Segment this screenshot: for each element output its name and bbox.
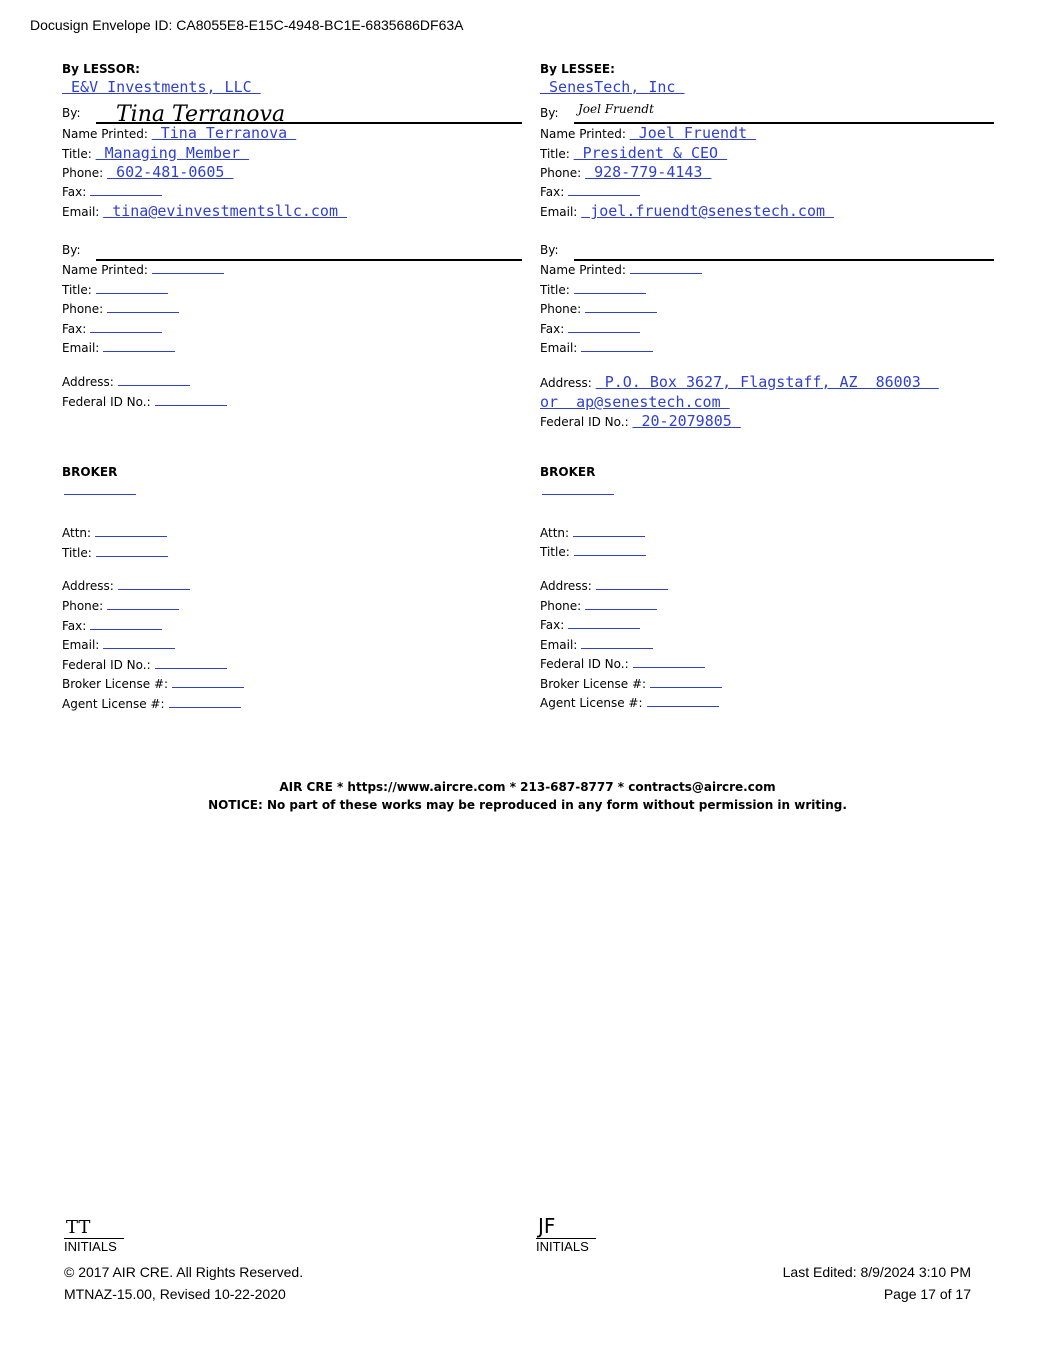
last-edited: Last Edited: 8/9/2024 3:10 PM	[782, 1264, 971, 1280]
by-label: By:	[62, 242, 81, 257]
footer-copyright-notice: NOTICE: No part of these works may be reproduced in any form without permission in writing.	[208, 798, 847, 812]
by-label: By:	[540, 106, 559, 120]
phone-field[interactable]	[107, 597, 179, 610]
lessee-signature: Joel Fruendt	[578, 102, 654, 116]
address-label: Address:	[540, 375, 592, 390]
phone-field[interactable]	[585, 597, 657, 610]
footer-notice	[0, 778, 1055, 814]
broker-license-field[interactable]	[650, 675, 722, 688]
lessee-title: President & CEO	[573, 143, 728, 162]
email-label: Email:	[540, 341, 578, 356]
federal-id-label: Federal ID No.:	[62, 657, 151, 672]
lessee-federal-id: 20-2079805	[632, 412, 741, 431]
form-id: MTNAZ-15.00, Revised 10-22-2020	[64, 1286, 286, 1302]
signature-line	[96, 122, 522, 124]
email-field[interactable]	[103, 339, 175, 352]
email-field[interactable]	[581, 339, 653, 352]
lessee-signature-row	[540, 102, 994, 124]
title-label: Title:	[62, 146, 92, 161]
fax-field[interactable]	[90, 320, 162, 333]
federal-id-label: Federal ID No.:	[540, 657, 629, 672]
fax-field[interactable]	[90, 183, 162, 196]
attn-label: Attn:	[540, 525, 570, 540]
lessor-column	[62, 62, 522, 714]
lessor-name: Tina Terranova	[151, 124, 297, 142]
initials-label: INITIALS	[64, 1239, 117, 1254]
lessee-address-line1: P.O. Box 3627, Flagstaff, AZ 86003	[595, 372, 939, 391]
broker-heading: BROKER	[540, 464, 596, 479]
federal-id-field[interactable]	[155, 656, 227, 669]
lessee-heading: By LESSEE:	[540, 62, 615, 76]
attn-field[interactable]	[573, 524, 645, 537]
email-field[interactable]	[103, 636, 175, 649]
copyright: © 2017 AIR CRE. All Rights Reserved.	[64, 1264, 304, 1280]
broker-name-field[interactable]	[64, 482, 136, 495]
federal-id-label: Federal ID No.:	[540, 415, 629, 430]
name-printed-label: Name Printed:	[540, 262, 626, 277]
lessor-phone: 602-481-0605	[107, 163, 234, 182]
address-label: Address:	[540, 578, 592, 593]
title-field[interactable]	[96, 281, 168, 294]
broker-name-field[interactable]	[542, 482, 614, 495]
phone-label: Phone:	[62, 598, 104, 613]
name-field[interactable]	[630, 261, 702, 274]
attn-field[interactable]	[95, 524, 167, 537]
by-label: By:	[540, 242, 559, 257]
name-printed-label: Name Printed:	[62, 262, 148, 277]
initials-line	[536, 1212, 596, 1239]
broker-license-label: Broker License #:	[540, 676, 647, 691]
title-label: Title:	[540, 545, 570, 560]
lessee-company: SenesTech, Inc	[540, 78, 685, 96]
agent-license-field[interactable]	[169, 695, 241, 708]
by-label: By:	[62, 106, 81, 120]
page-number: Page 17 of 17	[883, 1286, 971, 1302]
initials-left-mark: TT	[66, 1217, 91, 1238]
federal-id-field[interactable]	[633, 655, 705, 668]
lessor-signature-row	[62, 102, 522, 127]
email-label: Email:	[540, 637, 578, 652]
phone-label: Phone:	[540, 598, 582, 613]
address-label: Address:	[62, 579, 114, 594]
email-field[interactable]	[581, 636, 653, 649]
lessor-title: Managing Member	[95, 143, 250, 162]
name-printed-label: Name Printed:	[540, 127, 626, 141]
federal-id-field[interactable]	[155, 393, 227, 406]
lessor-signature-row-2	[62, 239, 522, 261]
name-field[interactable]	[152, 261, 224, 274]
envelope-id: Docusign Envelope ID: CA8055E8-E15C-4948-BC1E-6835686DF63A	[30, 17, 464, 33]
name-printed-label: Name Printed:	[62, 127, 148, 141]
broker-heading: BROKER	[62, 465, 118, 480]
title-label: Title:	[540, 146, 570, 161]
federal-id-label: Federal ID No.:	[62, 394, 151, 409]
broker-license-field[interactable]	[172, 675, 244, 688]
title-label: Title:	[540, 282, 570, 297]
address-field[interactable]	[118, 577, 190, 590]
footer-right	[783, 1261, 971, 1305]
initials-right-mark: JF	[538, 1214, 556, 1238]
agent-license-label: Agent License #:	[62, 696, 165, 711]
fax-label: Fax:	[62, 184, 87, 199]
phone-label: Phone:	[62, 302, 104, 317]
lessee-address-line2: or ap@senestech.com	[540, 392, 730, 411]
signature-line	[574, 122, 994, 124]
title-field[interactable]	[574, 281, 646, 294]
agent-license-label: Agent License #:	[540, 696, 643, 711]
broker-license-label: Broker License #:	[62, 677, 169, 692]
signature-line	[574, 259, 994, 261]
initials-left-block	[64, 1212, 124, 1254]
lessor-heading: By LESSOR:	[62, 62, 140, 76]
phone-field[interactable]	[585, 300, 657, 313]
title-field[interactable]	[96, 544, 168, 557]
agent-license-field[interactable]	[647, 694, 719, 707]
lessor-company: E&V Investments, LLC	[62, 78, 261, 96]
title-field[interactable]	[574, 543, 646, 556]
title-label: Title:	[62, 545, 92, 560]
fax-field[interactable]	[568, 616, 640, 629]
lessee-phone: 928-779-4143	[585, 163, 712, 182]
footer-left	[64, 1261, 303, 1305]
lessee-signature-row-2	[540, 239, 994, 261]
address-field[interactable]	[596, 577, 668, 590]
signature-line	[96, 259, 522, 261]
phone-label: Phone:	[540, 166, 582, 181]
initials-line	[64, 1212, 124, 1239]
fax-field[interactable]	[90, 617, 162, 630]
initials-right-block	[536, 1212, 596, 1254]
fax-label: Fax:	[62, 618, 87, 633]
fax-label: Fax:	[540, 184, 565, 199]
phone-label: Phone:	[62, 166, 104, 181]
email-label: Email:	[62, 638, 100, 653]
email-label: Email:	[62, 341, 100, 356]
initials-label: INITIALS	[536, 1239, 589, 1254]
lessee-column	[540, 62, 994, 714]
phone-label: Phone:	[540, 302, 582, 317]
lessor-signature: Tina Terranova	[116, 102, 286, 127]
phone-field[interactable]	[107, 300, 179, 313]
title-label: Title:	[62, 282, 92, 297]
footer-contact: AIR CRE * https://www.aircre.com * 213-687-8777 * contracts@aircre.com	[279, 780, 776, 794]
address-field[interactable]	[118, 373, 190, 386]
email-label: Email:	[540, 205, 578, 220]
lessor-email: tina@evinvestmentsllc.com	[103, 202, 348, 221]
fax-label: Fax:	[540, 321, 565, 336]
attn-label: Attn:	[62, 526, 92, 541]
fax-label: Fax:	[540, 618, 565, 633]
fax-field[interactable]	[568, 183, 640, 196]
email-label: Email:	[62, 205, 100, 220]
lessee-name: Joel Fruendt	[629, 124, 757, 142]
fax-label: Fax:	[62, 321, 87, 336]
address-label: Address:	[62, 374, 114, 389]
fax-field[interactable]	[568, 320, 640, 333]
lessee-email: joel.fruendt@senestech.com	[581, 202, 835, 221]
